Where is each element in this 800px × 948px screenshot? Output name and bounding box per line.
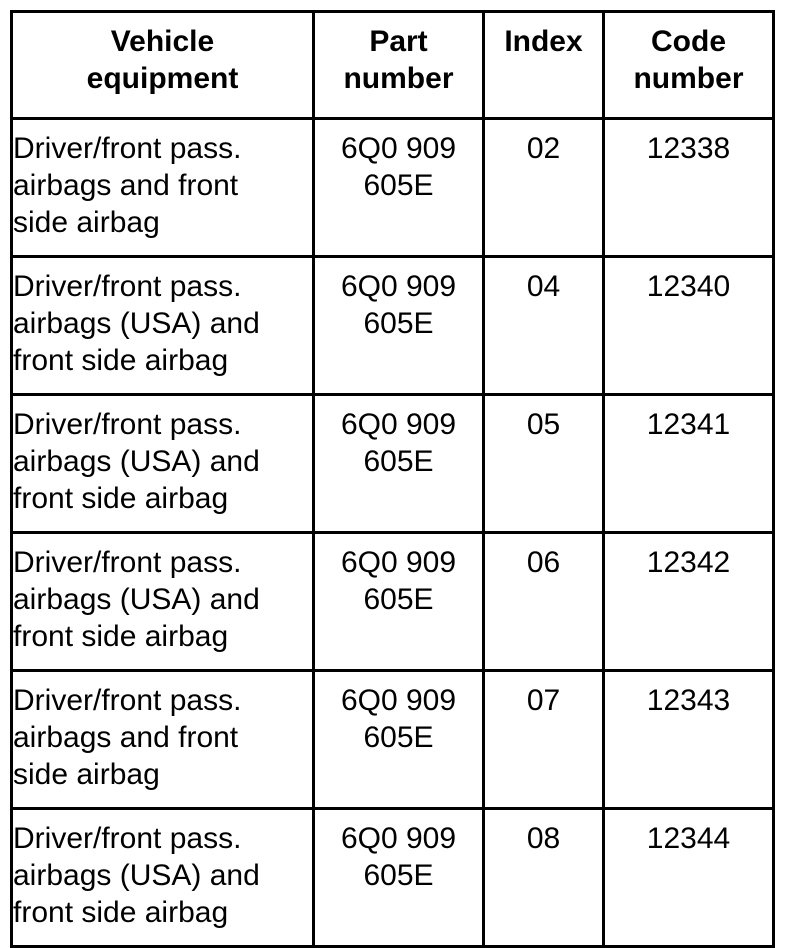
equipment-line: Driver/front pass. — [13, 822, 242, 855]
vehicle-equipment-cell — [12, 395, 314, 533]
part-number-line: 605E — [363, 859, 434, 892]
table-row — [12, 119, 774, 257]
part-number-cell — [314, 119, 484, 257]
equipment-line: front side airbag — [13, 896, 229, 929]
table-row — [12, 257, 774, 395]
header-vehicle-equipment — [12, 12, 314, 119]
equipment-line: side airbag — [13, 206, 160, 239]
part-number-line: 605E — [363, 721, 434, 754]
index-cell: 05 — [484, 395, 604, 533]
equipment-line: front side airbag — [13, 482, 229, 515]
header-text: Index — [504, 25, 583, 58]
code-number-cell: 12344 — [604, 809, 774, 947]
equipment-line: front side airbag — [13, 344, 229, 377]
vehicle-equipment-cell — [12, 119, 314, 257]
equipment-line: Driver/front pass. — [13, 546, 242, 579]
part-number-cell — [314, 533, 484, 671]
index-cell: 06 — [484, 533, 604, 671]
equipment-line: airbags and front — [13, 169, 239, 202]
code-number-cell: 12338 — [604, 119, 774, 257]
index-cell: 07 — [484, 671, 604, 809]
equipment-line: airbags (USA) and — [13, 307, 260, 340]
equipment-line: side airbag — [13, 758, 160, 791]
parts-table — [10, 10, 775, 948]
part-number-line: 6Q0 909 — [340, 822, 457, 855]
equipment-line: Driver/front pass. — [13, 684, 242, 717]
table-body — [12, 119, 774, 947]
code-number-cell: 12342 — [604, 533, 774, 671]
header-text: number — [343, 62, 454, 95]
code-number-cell: 12343 — [604, 671, 774, 809]
part-number-cell — [314, 671, 484, 809]
equipment-line: Driver/front pass. — [13, 270, 242, 303]
equipment-line: front side airbag — [13, 620, 229, 653]
equipment-line: airbags (USA) and — [13, 859, 260, 892]
header-text: Vehicle — [110, 25, 215, 58]
table-row — [12, 395, 774, 533]
header-index — [484, 12, 604, 119]
part-number-line: 6Q0 909 — [340, 684, 457, 717]
vehicle-equipment-cell — [12, 671, 314, 809]
vehicle-equipment-cell — [12, 257, 314, 395]
part-number-line: 6Q0 909 — [340, 408, 457, 441]
equipment-line: Driver/front pass. — [13, 408, 242, 441]
header-text: Code — [651, 25, 726, 58]
equipment-line: airbags (USA) and — [13, 583, 260, 616]
part-number-line: 6Q0 909 — [340, 132, 457, 165]
table-row — [12, 533, 774, 671]
part-number-cell — [314, 257, 484, 395]
part-number-line: 605E — [363, 169, 434, 202]
equipment-line: Driver/front pass. — [13, 132, 242, 165]
header-text: equipment — [86, 62, 239, 95]
table-row — [12, 671, 774, 809]
equipment-line: airbags (USA) and — [13, 445, 260, 478]
header-text: Part — [369, 25, 428, 58]
code-number-cell: 12340 — [604, 257, 774, 395]
index-cell: 04 — [484, 257, 604, 395]
header-code-number — [604, 12, 774, 119]
table-header — [12, 12, 774, 119]
header-part-number — [314, 12, 484, 119]
part-number-line: 605E — [363, 307, 434, 340]
equipment-line: airbags and front — [13, 721, 239, 754]
part-number-line: 6Q0 909 — [340, 270, 457, 303]
part-number-cell — [314, 395, 484, 533]
index-cell: 08 — [484, 809, 604, 947]
index-cell: 02 — [484, 119, 604, 257]
header-text: number — [633, 62, 744, 95]
vehicle-equipment-cell — [12, 533, 314, 671]
part-number-line: 605E — [363, 583, 434, 616]
part-number-line: 6Q0 909 — [340, 546, 457, 579]
code-number-cell: 12341 — [604, 395, 774, 533]
part-number-line: 605E — [363, 445, 434, 478]
header-row — [12, 12, 774, 119]
